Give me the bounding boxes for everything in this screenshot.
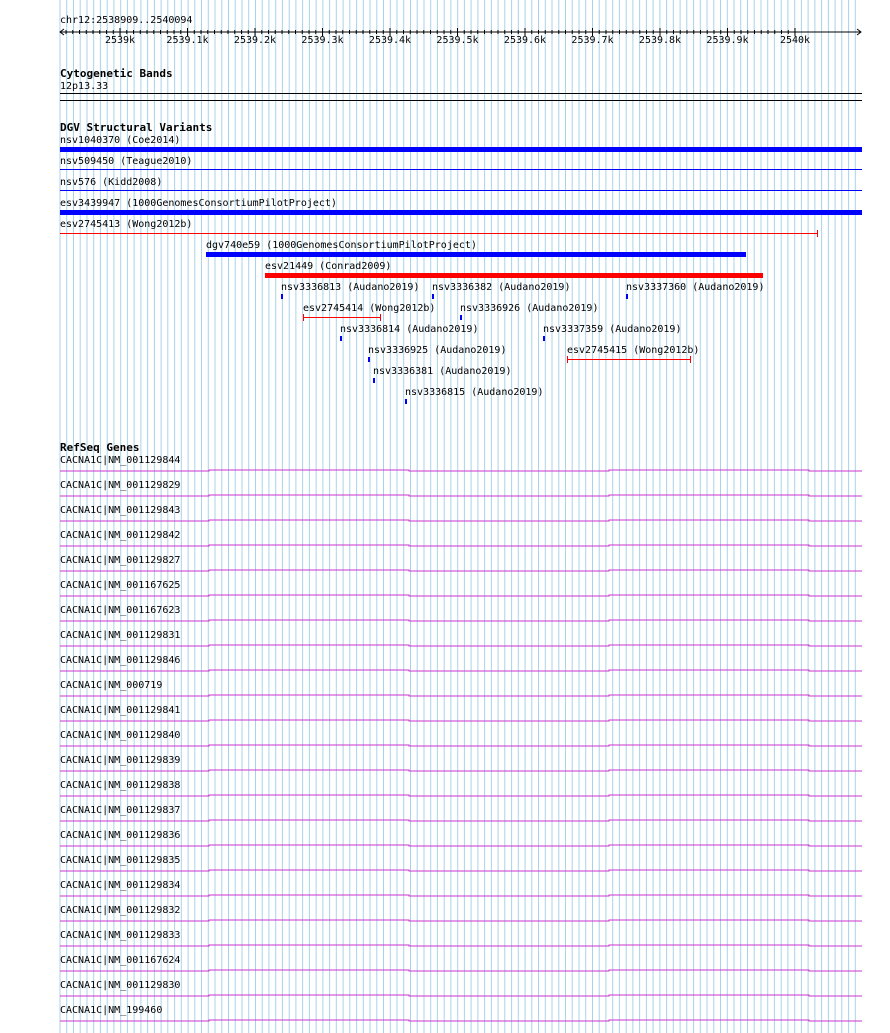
dgv-full-row-label[interactable]: esv2745413 (Wong2012b) xyxy=(60,219,193,230)
refseq-gene-label[interactable]: CACNA1C|NM_001129829 xyxy=(60,480,181,491)
refseq-gene-intron-line[interactable] xyxy=(59,742,863,750)
dgv-variant-tick[interactable] xyxy=(460,315,462,320)
ruler-tick-label: 2540k xyxy=(779,35,811,46)
refseq-gene-intron-line[interactable] xyxy=(59,867,863,875)
refseq-gene-intron-line[interactable] xyxy=(59,617,863,625)
dgv-variant-tick[interactable] xyxy=(405,399,407,404)
refseq-gene-label[interactable]: CACNA1C|NM_001129827 xyxy=(60,555,181,566)
dgv-variant-tick[interactable] xyxy=(543,336,545,341)
refseq-gene-label[interactable]: CACNA1C|NM_001129842 xyxy=(60,530,181,541)
ruler-tick-label: 2539.4k xyxy=(368,35,412,46)
dgv-feature-label[interactable]: nsv3336925 (Audano2019) xyxy=(368,345,507,356)
dgv-full-row-label[interactable]: nsv509450 (Teague2010) xyxy=(60,156,193,167)
cytoband-label: 12p13.33 xyxy=(60,81,109,92)
refseq-gene-intron-line[interactable] xyxy=(59,817,863,825)
ruler-tick-label: 2539.1k xyxy=(166,35,209,46)
dgv-variant-bar[interactable] xyxy=(206,252,746,257)
dgv-variant-end-cap xyxy=(817,230,818,237)
refseq-gene-intron-line[interactable] xyxy=(59,542,863,550)
dgv-feature-label[interactable]: nsv3336926 (Audano2019) xyxy=(460,303,599,314)
dgv-feature-label[interactable]: esv21449 (Conrad2009) xyxy=(265,261,392,272)
refseq-gene-label[interactable]: CACNA1C|NM_001167625 xyxy=(60,580,181,591)
dgv-variant-bar[interactable] xyxy=(60,210,862,215)
dgv-feature-label[interactable]: nsv3337359 (Audano2019) xyxy=(543,324,682,335)
refseq-gene-intron-line[interactable] xyxy=(59,917,863,925)
cytoband-line xyxy=(60,93,862,94)
refseq-gene-label[interactable]: CACNA1C|NM_001129841 xyxy=(60,705,181,716)
dgv-variant-end-cap xyxy=(690,356,691,363)
refseq-gene-label[interactable]: CACNA1C|NM_001129844 xyxy=(60,455,181,466)
refseq-gene-intron-line[interactable] xyxy=(59,692,863,700)
refseq-gene-intron-line[interactable] xyxy=(59,792,863,800)
refseq-track-title[interactable]: RefSeq Genes xyxy=(60,441,140,454)
dgv-variant-bar[interactable] xyxy=(303,317,381,318)
refseq-gene-label[interactable]: CACNA1C|NM_001167624 xyxy=(60,955,181,966)
refseq-gene-label[interactable]: CACNA1C|NM_000719 xyxy=(60,680,163,691)
ruler-tick-label: 2539.5k xyxy=(436,35,479,46)
dgv-variant-bar[interactable] xyxy=(265,273,763,278)
track-separator xyxy=(60,100,862,101)
ruler-tick-label: 2539.7k xyxy=(571,35,614,46)
ruler-tick-label: 2539.3k xyxy=(301,35,344,46)
dgv-feature-label[interactable]: esv2745414 (Wong2012b) xyxy=(303,303,436,314)
refseq-gene-intron-line[interactable] xyxy=(59,492,863,500)
refseq-gene-label[interactable]: CACNA1C|NM_001129840 xyxy=(60,730,181,741)
refseq-gene-intron-line[interactable] xyxy=(59,1017,863,1025)
dgv-variant-bar[interactable] xyxy=(60,147,862,152)
refseq-gene-intron-line[interactable] xyxy=(59,892,863,900)
refseq-gene-label[interactable]: CACNA1C|NM_001129846 xyxy=(60,655,181,666)
refseq-gene-label[interactable]: CACNA1C|NM_001129835 xyxy=(60,855,181,866)
refseq-gene-intron-line[interactable] xyxy=(59,842,863,850)
refseq-gene-label[interactable]: CACNA1C|NM_001129832 xyxy=(60,905,181,916)
refseq-gene-label[interactable]: CACNA1C|NM_001129836 xyxy=(60,830,181,841)
refseq-gene-label[interactable]: CACNA1C|NM_001129837 xyxy=(60,805,181,816)
dgv-full-row-label[interactable]: nsv576 (Kidd2008) xyxy=(60,177,163,188)
refseq-gene-label[interactable]: CACNA1C|NM_001129839 xyxy=(60,755,181,766)
ruler-tick-label: 2539.9k xyxy=(706,35,749,46)
dgv-variant-tick[interactable] xyxy=(281,294,283,299)
refseq-gene-intron-line[interactable] xyxy=(59,517,863,525)
dgv-feature-label[interactable]: nsv3336381 (Audano2019) xyxy=(373,366,512,377)
refseq-gene-intron-line[interactable] xyxy=(59,642,863,650)
refseq-gene-label[interactable]: CACNA1C|NM_001129843 xyxy=(60,505,181,516)
dgv-row-line xyxy=(60,169,862,170)
refseq-gene-label[interactable]: CACNA1C|NM_001129833 xyxy=(60,930,181,941)
dgv-variant-tick[interactable] xyxy=(340,336,342,341)
ruler-tick-label: 2539.2k xyxy=(233,35,277,46)
position-label: chr12:2538909..2540094 xyxy=(60,15,193,26)
refseq-gene-label[interactable]: CACNA1C|NM_001129830 xyxy=(60,980,181,991)
ruler-tick-label: 2539.6k xyxy=(503,35,547,46)
refseq-gene-intron-line[interactable] xyxy=(59,567,863,575)
dgv-variant-tick[interactable] xyxy=(368,357,370,362)
refseq-gene-intron-line[interactable] xyxy=(59,942,863,950)
ruler-tick-label: 2539k xyxy=(104,35,136,46)
dgv-feature-label[interactable]: esv2745415 (Wong2012b) xyxy=(567,345,700,356)
refseq-gene-label[interactable]: CACNA1C|NM_001129838 xyxy=(60,780,181,791)
dgv-variant-bar[interactable] xyxy=(567,359,691,360)
dgv-full-row-label[interactable]: esv3439947 (1000GenomesConsortiumPilotProject) xyxy=(60,198,337,209)
refseq-gene-intron-line[interactable] xyxy=(59,767,863,775)
refseq-gene-intron-line[interactable] xyxy=(59,967,863,975)
refseq-gene-label[interactable]: CACNA1C|NM_199460 xyxy=(60,1005,163,1016)
dgv-feature-label[interactable]: nsv3336814 (Audano2019) xyxy=(340,324,479,335)
cytoband-track-title[interactable]: Cytogenetic Bands xyxy=(60,67,173,80)
dgv-feature-label[interactable]: nsv3337360 (Audano2019) xyxy=(626,282,765,293)
refseq-gene-intron-line[interactable] xyxy=(59,992,863,1000)
ruler-tick-label: 2539.8k xyxy=(638,35,682,46)
refseq-gene-label[interactable]: CACNA1C|NM_001167623 xyxy=(60,605,181,616)
refseq-gene-intron-line[interactable] xyxy=(59,592,863,600)
dgv-track-title[interactable]: DGV Structural Variants xyxy=(60,121,213,134)
dgv-full-row-label[interactable]: nsv1040370 (Coe2014) xyxy=(60,135,181,146)
dgv-feature-label[interactable]: dgv740e59 (1000GenomesConsortiumPilotProject) xyxy=(206,240,477,251)
refseq-gene-label[interactable]: CACNA1C|NM_001129831 xyxy=(60,630,181,641)
dgv-feature-label[interactable]: nsv3336813 (Audano2019) xyxy=(281,282,420,293)
refseq-gene-intron-line[interactable] xyxy=(59,667,863,675)
dgv-variant-end-cap xyxy=(380,314,381,321)
refseq-gene-label[interactable]: CACNA1C|NM_001129834 xyxy=(60,880,181,891)
dgv-variant-tick[interactable] xyxy=(626,294,628,299)
refseq-gene-intron-line[interactable] xyxy=(59,717,863,725)
dgv-variant-bar[interactable] xyxy=(60,233,818,234)
dgv-feature-label[interactable]: nsv3336382 (Audano2019) xyxy=(432,282,571,293)
dgv-feature-label[interactable]: nsv3336815 (Audano2019) xyxy=(405,387,544,398)
dgv-row-line xyxy=(60,190,862,191)
dgv-variant-tick[interactable] xyxy=(432,294,434,299)
refseq-gene-intron-line[interactable] xyxy=(59,467,863,475)
dgv-variant-tick[interactable] xyxy=(373,378,375,383)
